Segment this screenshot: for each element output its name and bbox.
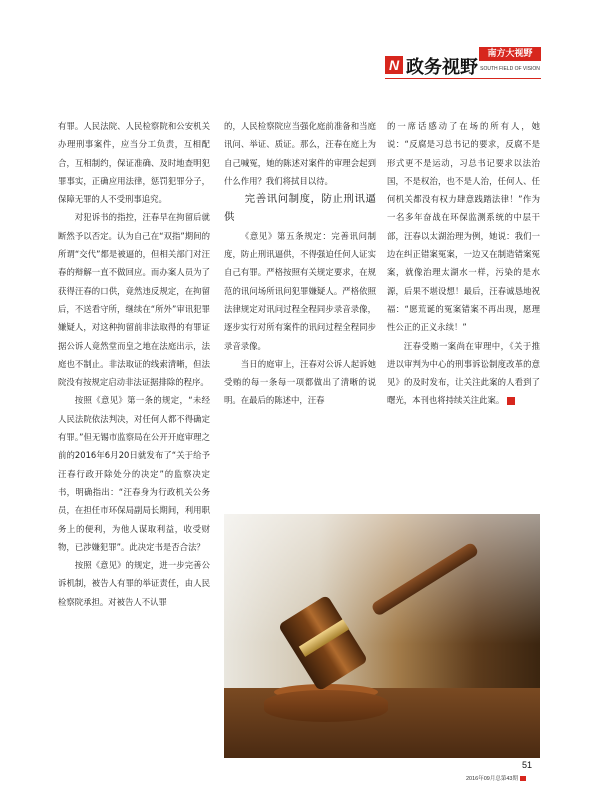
issue-date-text: 2016年09月总第43期 — [466, 776, 518, 782]
magazine-logo-icon: N — [385, 56, 403, 74]
issue-mark-icon — [520, 776, 526, 781]
bookshelf-background — [224, 514, 540, 644]
paragraph: 《意见》第五条规定：完善讯问制度，防止刑讯逼供，不得强迫任何人证实自己有罪。严格按照有关规定要求，在规范的讯问场所讯问犯罪嫌疑人。严格依照法律规定对讯问过程全程同步录音录像，逐步实行对所有案件的讯问过程全程同步录音录像。 — [224, 230, 376, 351]
page-number: 51 — [522, 760, 533, 770]
paragraph: 按照《意见》第一条的规定，“未经人民法院依法判决，对任何人都不得确定有罪。”但无锡市监察局在公开开庭审理之前的2016年6月20日就发布了“关于给予汪春行政开除处分的决定”的监察决定书，明确指出：“汪春身为行政机关公务员，在担任市环保局副局长期间，利用职务上的便利，为他人谋取利益，收受财物，已涉嫌犯罪”。此决定书是否合法？ — [58, 395, 210, 552]
end-of-article-icon: N — [507, 397, 515, 405]
section-title: 政务视野 — [406, 57, 478, 78]
gavel-block — [264, 690, 388, 722]
paragraph: 有罪。人民法院、人民检察院和公安机关办理刑事案件，应当分工负责，互相配合，互相制约，保证准确、及时地查明犯罪事实，正确应用法律，惩罚犯罪分子，保障无罪的人不受刑事追究。 — [58, 121, 210, 205]
magazine-english-name: SOUTH FIELD OF VISION — [480, 66, 540, 72]
paragraph: 的一席话感动了在场的所有人，她说：“反腐是习总书记的要求，反腐不是形式更不是运动，习总书记要求以法治国，不是权治，也不是人治，任何人、任何机关都没有权力肆意践踏法律！”作为一名多年奋战在环保监测系统的中层干部，汪春以太湖治理为例，她说：我们一边在纠正错案冤案，一边又在制造错案冤案，就像治理太湖水一样，污染的是水源，后果不堪设想！最后，汪春诚恳地祝福：“愿荒诞的冤案错案不再出现，愿理性公正的正义永续！” — [387, 121, 540, 333]
header-divider — [385, 78, 541, 79]
gavel-photo — [224, 514, 540, 758]
section-heading: 完善讯问制度，防止刑讯逼供 — [224, 193, 376, 224]
paragraph-final — [387, 337, 540, 410]
article-column-3 — [387, 117, 540, 410]
paragraph: 对犯诉书的指控，汪春早在拘留后就断然予以否定。认为自己在“双指”期间的所谓“交代”都是被逼的，但相关部门对汪春的辩解一直不做回应。而办案人员为了获得汪春的口供，竟然违反规定，在拘留后，不送看守所，继续在“所外”审讯犯罪嫌疑人，对这种拘留前非法取得的有罪证据公诉人竟然堂而皇之地在法庭出示，法庭也不制止。非法取证的线索清晰，但法院没有按规定启动非法证据排除的程序。 — [58, 212, 210, 388]
magazine-name-badge: 南方大视野 — [479, 47, 541, 61]
issue-date — [466, 774, 526, 782]
article-column-2 — [224, 117, 376, 410]
paragraph: 按照《意见》的规定，进一步完善公诉机制，被告人有罪的举证责任，由人民检察院承担。对被告人不认罪 — [58, 560, 210, 607]
article-column-1 — [58, 117, 210, 611]
paragraph: 的，人民检察院应当强化庭前准备和当庭讯问、举证、质证。那么，汪春在庭上为自己喊冤，她的陈述对案件的审理会起到什么作用？我们将拭目以待。 — [224, 121, 376, 186]
paragraph-text: 汪春受贿一案尚在审理中，《关于推进以审判为中心的刑事诉讼制度改革的意见》的及时发布，让关注此案的人看到了曙光，本刊也将持续关注此案。 — [387, 340, 540, 406]
paragraph: 当日的庭审上，汪春对公诉人起诉她受贿的每一条每一项都做出了清晰的说明。在最后的陈述中，汪春 — [224, 358, 376, 406]
